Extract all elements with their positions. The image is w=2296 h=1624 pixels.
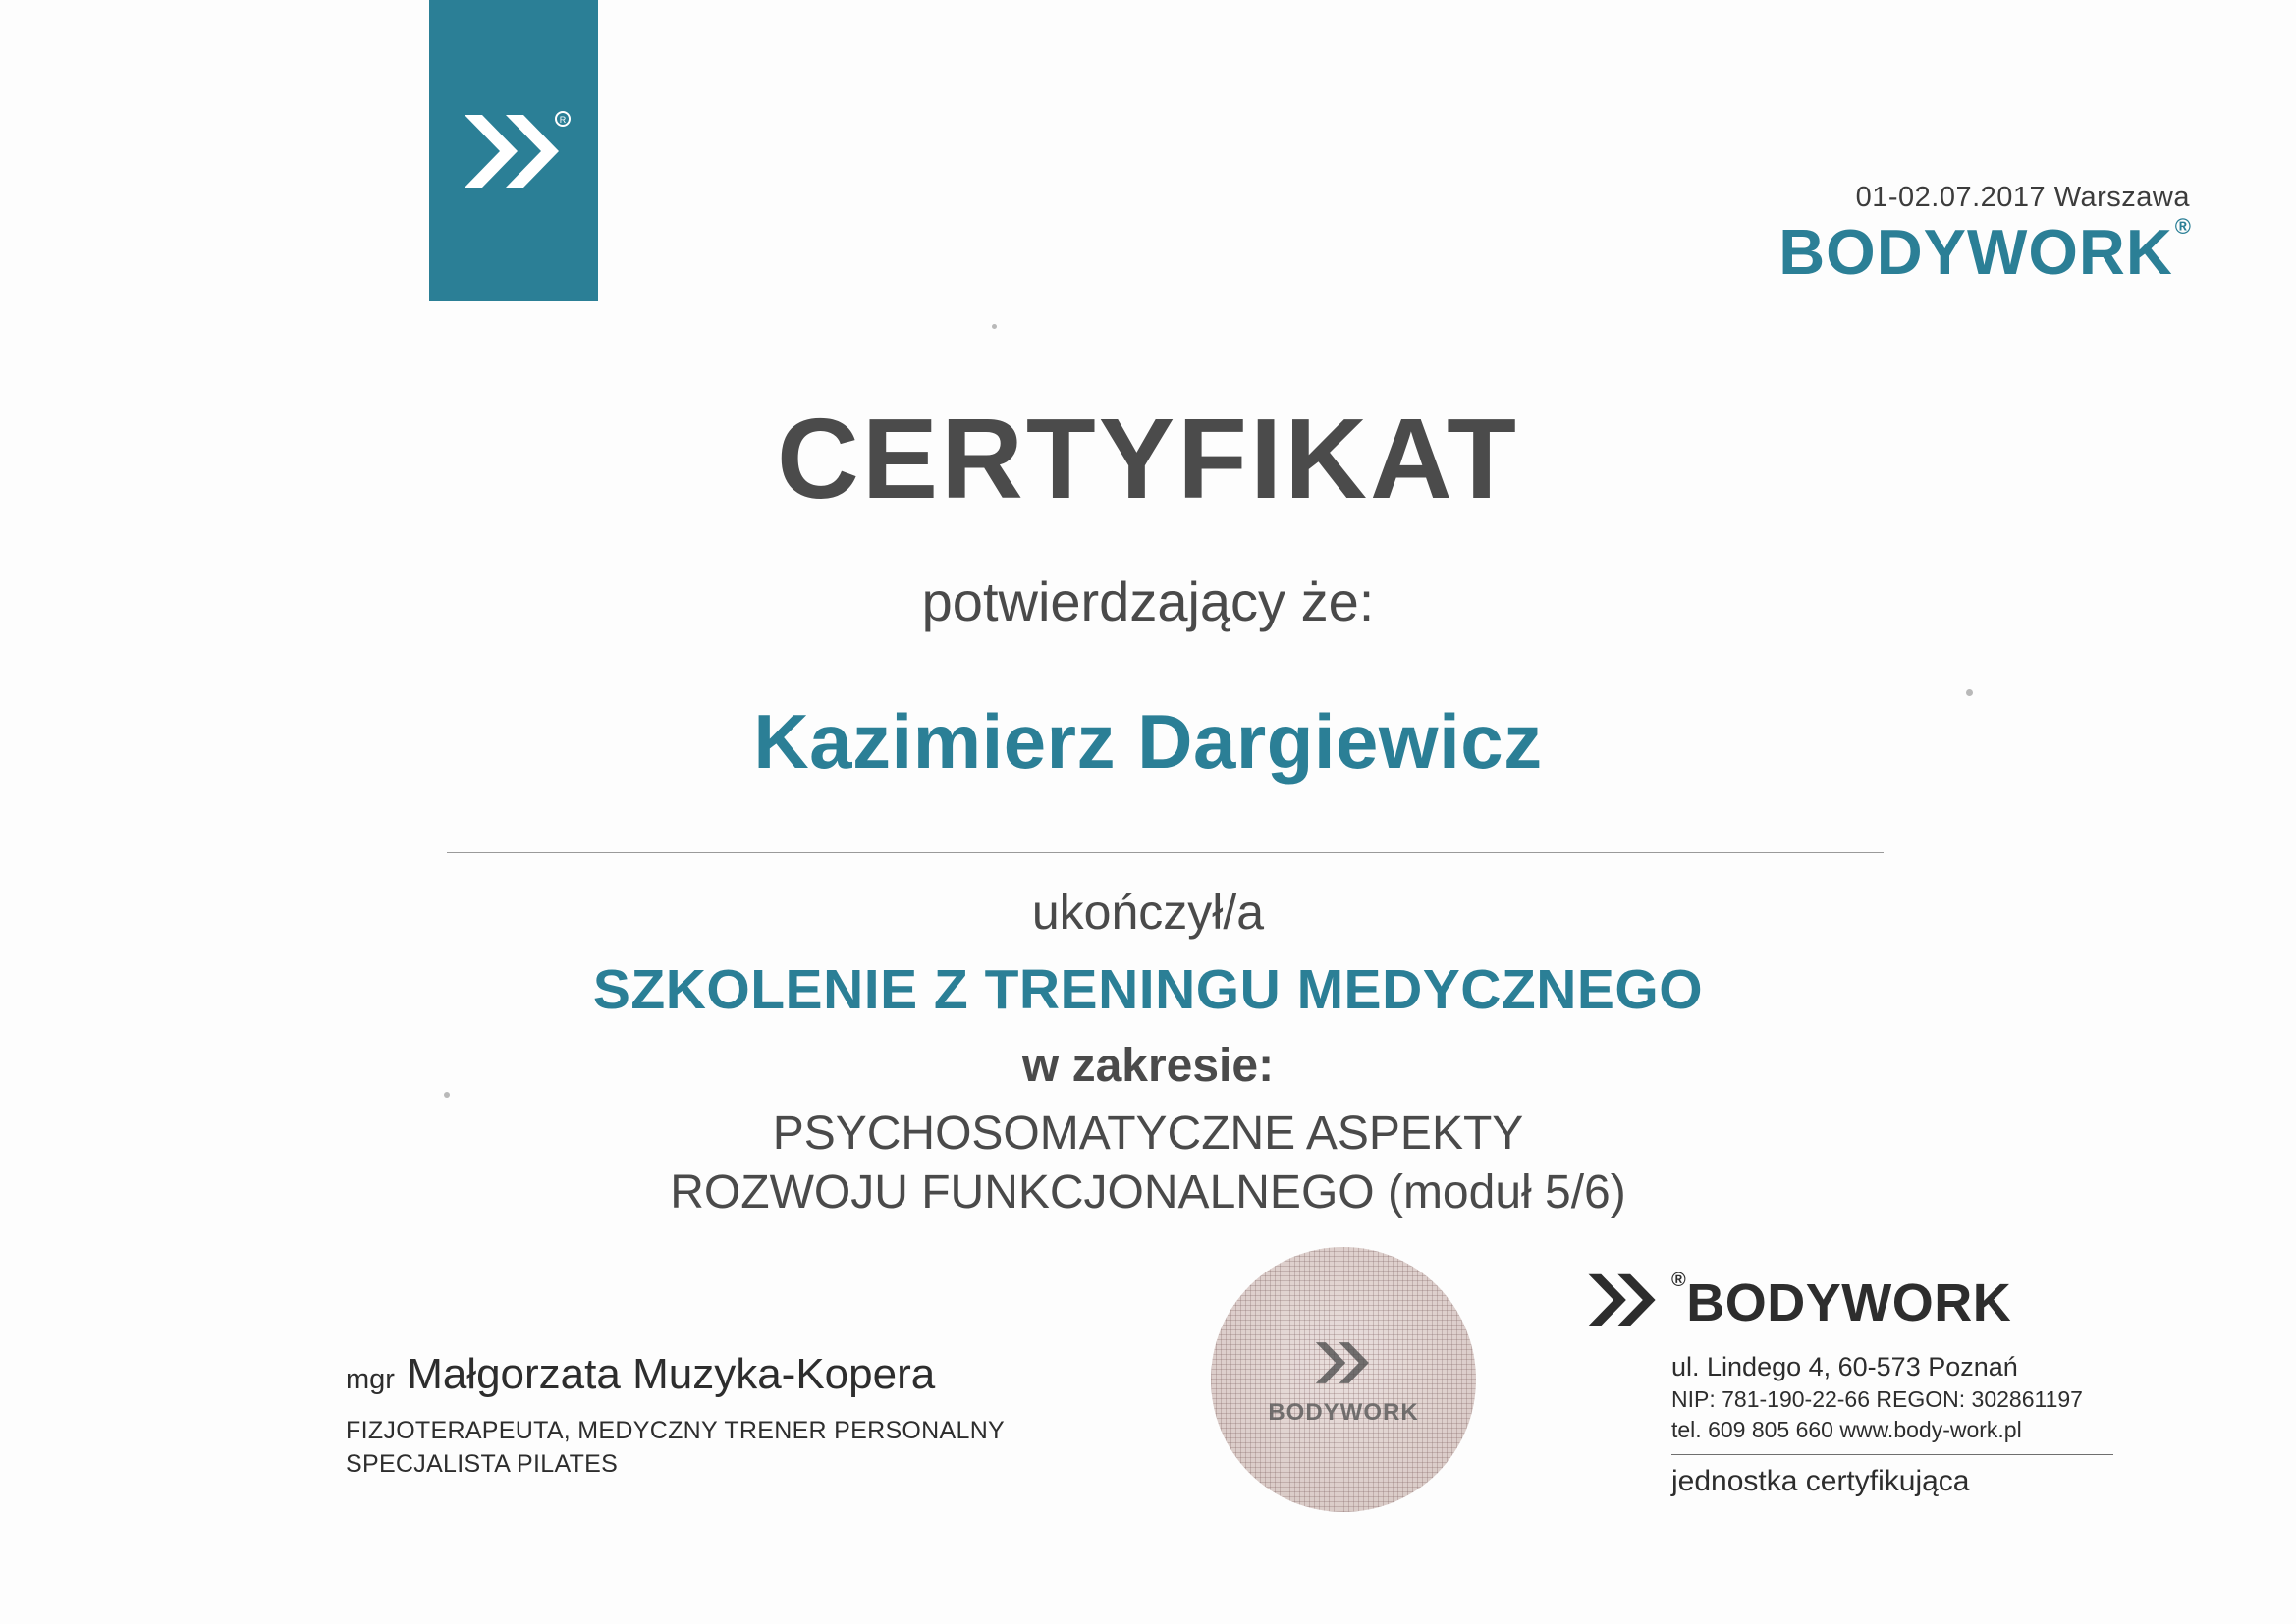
header-right-block: [1778, 182, 2192, 288]
scan-speck: [992, 324, 997, 329]
signatory-name: [346, 1350, 1092, 1399]
issuer-brand-text: BODYWORK: [1686, 1272, 2012, 1332]
svg-text:R: R: [559, 114, 567, 125]
recipient-name: Kazimierz Dargiewicz: [753, 698, 1543, 785]
scope-label: w zakresie:: [1021, 1040, 1275, 1092]
signatory-role-line-2: SPECJALISTA PILATES: [346, 1449, 619, 1478]
issuer-ids: NIP: 781-190-22-66 REGON: 302861197: [1671, 1386, 2083, 1413]
issuer-contact-lines: [1581, 1349, 2200, 1446]
issuer-divider: [1671, 1454, 2113, 1455]
bodywork-w-mark-icon: [429, 0, 598, 301]
signatory-fullname: Małgorzata Muzyka-Kopera: [407, 1350, 936, 1398]
scope-line-2: ROZWOJU FUNKCJONALNEGO (moduł 5/6): [670, 1166, 1626, 1218]
scan-speck: [444, 1092, 450, 1098]
completed-label: ukończył/a: [1031, 885, 1265, 940]
issuer-address: ul. Lindego 4, 60-573 Poznań: [1671, 1352, 2018, 1381]
signatory-role-line-1: FIZJOTERAPEUTA, MEDYCZNY TRENER PERSONALNY: [346, 1417, 1006, 1444]
bodywork-w-mark-icon: [1581, 1262, 1666, 1343]
issuer-contact: tel. 609 805 660 www.body-work.pl: [1671, 1417, 2022, 1443]
certificate-subtitle: potwierdzający że:: [921, 570, 1375, 632]
bodywork-w-stamp-icon: [1309, 1332, 1378, 1393]
page-title: CERTYFIKAT: [776, 395, 1520, 522]
scan-speck: [1966, 689, 1973, 696]
course-name: SZKOLENIE Z TRENINGU MEDYCZNEGO: [592, 958, 1704, 1021]
header-brand-wordmark: [1778, 214, 2192, 288]
signature-block: [346, 1350, 1092, 1482]
issuer-block: [1581, 1262, 2200, 1498]
divider-rule: [447, 852, 1884, 853]
issuer-caption: jednostka certyfikująca: [1671, 1464, 1970, 1497]
event-date-location: 01-02.07.2017 Warszawa: [1855, 182, 2190, 213]
scope-line-1: PSYCHOSOMATYCZNE ASPEKTY: [772, 1108, 1524, 1160]
signatory-role: [346, 1415, 1092, 1482]
header-brand-text: BODYWORK: [1778, 216, 2173, 288]
signatory-prefix: mgr: [346, 1364, 395, 1395]
stamp-text: BODYWORK: [1268, 1399, 1419, 1426]
issuer-header: [1581, 1262, 2200, 1343]
issuer-brand-wordmark: [1671, 1269, 2012, 1332]
round-stamp: [1211, 1247, 1476, 1512]
scope-lines: [0, 1105, 2296, 1222]
issuer-brand-registered: ®: [1671, 1269, 1687, 1291]
header-brand-registered: ®: [2174, 214, 2192, 240]
